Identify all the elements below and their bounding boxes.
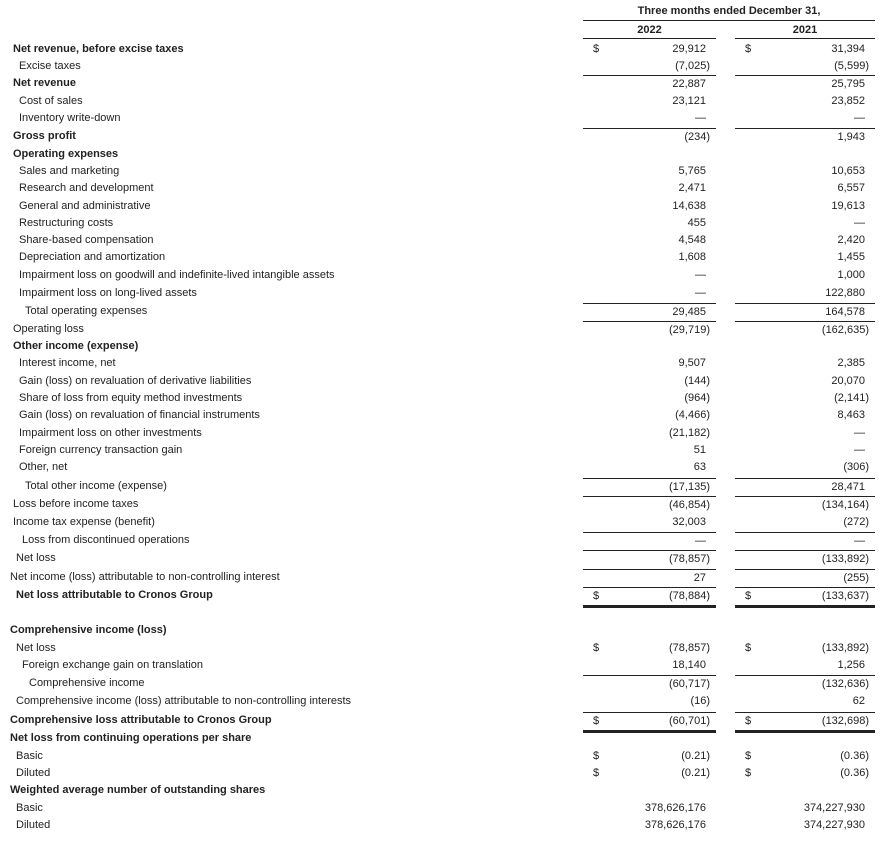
amount: 2,471 — [678, 182, 706, 194]
amount: 1,455 — [837, 251, 865, 263]
value-cell-2022 — [583, 657, 716, 674]
table-row — [0, 75, 880, 92]
value-cell-2021 — [735, 373, 875, 390]
amount: 1,943 — [837, 131, 865, 143]
value-cell-2022 — [583, 693, 716, 710]
currency-symbol: $ — [593, 750, 600, 762]
value-cell-2021 — [735, 355, 875, 372]
value-cell-2022 — [583, 622, 716, 639]
amount: (60,717) — [669, 678, 710, 690]
table-row — [0, 459, 880, 476]
amount: — — [695, 269, 706, 281]
amount: (234) — [684, 131, 710, 143]
table-row — [0, 249, 880, 266]
amount: — — [854, 427, 865, 439]
amount: (272) — [843, 516, 869, 528]
row-label: Loss from discontinued operations — [22, 534, 190, 546]
value-cell-2022 — [583, 93, 716, 110]
amount: 63 — [693, 461, 706, 473]
amount: (133,892) — [821, 642, 869, 654]
value-cell-2022 — [583, 496, 716, 514]
amount: 374,227,930 — [803, 802, 865, 814]
row-label: Net loss — [16, 552, 56, 564]
value-cell-2022 — [583, 532, 716, 550]
value-cell-2021 — [735, 198, 875, 215]
value-cell-2022 — [583, 640, 716, 657]
value-cell-2022 — [583, 373, 716, 390]
table-row — [0, 355, 880, 372]
value-cell-2022 — [583, 215, 716, 232]
amount: 1,256 — [837, 659, 865, 671]
table-row — [0, 800, 880, 817]
value-cell-2022 — [583, 587, 716, 608]
value-cell-2022 — [583, 75, 716, 93]
amount: (16) — [690, 695, 710, 707]
value-cell-2021 — [735, 514, 875, 531]
row-label: Impairment loss on long-lived assets — [19, 287, 197, 299]
value-cell-2022 — [583, 41, 716, 58]
currency-symbol: $ — [593, 767, 600, 779]
row-label: Net revenue, before excise taxes — [13, 43, 184, 55]
amount: (0.21) — [681, 750, 710, 762]
row-label: Other, net — [19, 461, 68, 473]
amount: 27 — [693, 572, 706, 584]
amount: 2,385 — [837, 357, 865, 369]
year-2022-header: 2022 — [637, 24, 662, 36]
row-label: Excise taxes — [19, 60, 81, 72]
table-row — [0, 93, 880, 110]
value-cell-2022 — [583, 442, 716, 459]
amount: 20,070 — [831, 375, 865, 387]
amount: 455 — [687, 217, 706, 229]
row-label: Comprehensive loss attributable to Cronos Group — [10, 714, 272, 726]
amount: (60,701) — [669, 715, 710, 727]
row-label: Weighted average number of outstanding shares — [10, 784, 266, 796]
amount: 4,548 — [678, 234, 706, 246]
value-cell-2022 — [583, 748, 716, 765]
amount: — — [695, 112, 706, 124]
amount: (78,884) — [669, 590, 710, 602]
value-cell-2021 — [735, 748, 875, 765]
amount: (7,025) — [675, 60, 710, 72]
value-cell-2021 — [735, 146, 875, 163]
amount: (46,854) — [669, 499, 710, 511]
row-label: Research and development — [19, 182, 154, 194]
value-cell-2022 — [583, 390, 716, 407]
value-cell-2021 — [735, 338, 875, 355]
table-row — [0, 817, 880, 834]
table-row — [0, 338, 880, 355]
value-cell-2021 — [735, 765, 875, 782]
row-label: Sales and marketing — [19, 165, 120, 177]
table-row — [0, 41, 880, 58]
row-label: Net income (loss) attributable to non-controlling interest — [10, 571, 280, 583]
table-row — [0, 640, 880, 657]
row-label: Share of loss from equity method investments — [19, 392, 243, 404]
amount: (17,135) — [669, 481, 710, 493]
table-row — [0, 58, 880, 75]
row-label: Comprehensive income (loss) attributable to non-controlling interests — [16, 695, 352, 707]
row-label: Foreign currency transaction gain — [19, 444, 183, 456]
currency-symbol: $ — [745, 642, 752, 654]
amount: 18,140 — [672, 659, 706, 671]
table-row — [0, 496, 880, 513]
year-2022-divider — [583, 38, 716, 39]
amount: — — [695, 287, 706, 299]
table-row — [0, 765, 880, 782]
table-row — [0, 730, 880, 747]
amount: (4,466) — [675, 409, 710, 421]
row-label: Income tax expense (benefit) — [13, 516, 155, 528]
value-cell-2021 — [735, 180, 875, 197]
currency-symbol: $ — [745, 43, 752, 55]
value-cell-2022 — [583, 303, 716, 321]
value-cell-2022 — [583, 146, 716, 163]
row-label: Diluted — [16, 767, 51, 779]
amount: 8,463 — [837, 409, 865, 421]
value-cell-2022 — [583, 800, 716, 817]
amount: 31,394 — [831, 43, 865, 55]
amount: 51 — [693, 444, 706, 456]
amount: — — [854, 112, 865, 124]
currency-symbol: $ — [593, 590, 600, 602]
row-label: Net loss from continuing operations per share — [10, 732, 252, 744]
value-cell-2022 — [583, 730, 716, 747]
table-row — [0, 198, 880, 215]
row-label: Comprehensive income — [29, 677, 145, 689]
amount: 5,765 — [678, 165, 706, 177]
value-cell-2021 — [735, 675, 875, 693]
currency-symbol: $ — [745, 750, 752, 762]
value-cell-2021 — [735, 459, 875, 476]
table-row — [0, 532, 880, 549]
amount: (78,857) — [669, 642, 710, 654]
amount: 19,613 — [831, 200, 865, 212]
value-cell-2021 — [735, 657, 875, 674]
amount: (21,182) — [669, 427, 710, 439]
value-cell-2022 — [583, 569, 716, 587]
amount: (132,636) — [821, 678, 869, 690]
amount: 164,578 — [825, 306, 865, 318]
currency-symbol: $ — [745, 715, 752, 727]
table-row — [0, 675, 880, 692]
year-2021-header: 2021 — [792, 24, 818, 36]
amount: (144) — [684, 375, 710, 387]
row-label: Restructuring costs — [19, 217, 114, 229]
row-label: Gain (loss) on revaluation of financial instruments — [19, 409, 260, 421]
amount: 10,653 — [831, 165, 865, 177]
amount: 28,471 — [831, 481, 865, 493]
value-cell-2022 — [583, 128, 716, 146]
amount: (964) — [684, 392, 710, 404]
table-row — [0, 110, 880, 127]
value-cell-2021 — [735, 58, 875, 75]
row-label: Net loss attributable to Cronos Group — [16, 589, 213, 601]
value-cell-2022 — [583, 782, 716, 799]
table-row — [0, 712, 880, 729]
value-cell-2021 — [735, 800, 875, 817]
table-row — [0, 267, 880, 284]
table-row — [0, 407, 880, 424]
value-cell-2022 — [583, 249, 716, 266]
table-row — [0, 657, 880, 674]
currency-symbol: $ — [745, 767, 752, 779]
value-cell-2022 — [583, 285, 716, 302]
amount: — — [854, 217, 865, 229]
amount: 23,852 — [831, 95, 865, 107]
row-label: Cost of sales — [19, 95, 83, 107]
row-label: General and administrative — [19, 200, 151, 212]
row-label: Inventory write-down — [19, 112, 121, 124]
row-label: Comprehensive income (loss) — [10, 624, 167, 636]
value-cell-2021 — [735, 215, 875, 232]
row-label: Total other income (expense) — [25, 480, 167, 492]
row-label: Share-based compensation — [19, 234, 154, 246]
amount: 9,507 — [678, 357, 706, 369]
value-cell-2022 — [583, 425, 716, 442]
value-cell-2021 — [735, 93, 875, 110]
amount: 122,880 — [825, 287, 865, 299]
row-label: Operating loss — [13, 323, 84, 335]
header-divider — [583, 20, 875, 21]
table-row — [0, 373, 880, 390]
row-label: Basic — [16, 802, 43, 814]
value-cell-2022 — [583, 58, 716, 75]
row-label: Basic — [16, 750, 43, 762]
value-cell-2021 — [735, 110, 875, 127]
row-label: Interest income, net — [19, 357, 116, 369]
row-label: Diluted — [16, 819, 51, 831]
amount: (255) — [843, 572, 869, 584]
table-row — [0, 180, 880, 197]
value-cell-2022 — [583, 163, 716, 180]
amount: 32,003 — [672, 516, 706, 528]
amount: (5,599) — [834, 60, 869, 72]
amount: (162,635) — [821, 324, 869, 336]
amount: 14,638 — [672, 200, 706, 212]
table-row — [0, 514, 880, 531]
value-cell-2021 — [735, 390, 875, 407]
amount: 2,420 — [837, 234, 865, 246]
value-cell-2022 — [583, 321, 716, 339]
table-row — [0, 303, 880, 320]
table-row — [0, 782, 880, 799]
amount: (2,141) — [834, 392, 869, 404]
value-cell-2021 — [735, 730, 875, 747]
table-row — [0, 146, 880, 163]
table-row — [0, 693, 880, 710]
amount: — — [695, 535, 706, 547]
amount: — — [854, 535, 865, 547]
value-cell-2022 — [583, 550, 716, 568]
currency-symbol: $ — [593, 642, 600, 654]
amount: (0.36) — [840, 767, 869, 779]
currency-symbol: $ — [593, 43, 600, 55]
value-cell-2021 — [735, 75, 875, 93]
table-row — [0, 442, 880, 459]
amount: (132,698) — [821, 715, 869, 727]
table-row — [0, 128, 880, 145]
row-label: Net loss — [16, 642, 56, 654]
amount: (133,637) — [821, 590, 869, 602]
table-row — [0, 587, 880, 604]
value-cell-2021 — [735, 817, 875, 834]
value-cell-2021 — [735, 285, 875, 302]
amount: 22,887 — [672, 78, 706, 90]
amount: 1,000 — [837, 269, 865, 281]
table-row — [0, 478, 880, 495]
amount: 378,626,176 — [644, 802, 706, 814]
value-cell-2022 — [583, 110, 716, 127]
row-label: Foreign exchange gain on translation — [22, 659, 204, 671]
amount: (133,892) — [821, 553, 869, 565]
row-label: Total operating expenses — [25, 305, 148, 317]
row-label: Depreciation and amortization — [19, 251, 166, 263]
amount: — — [854, 444, 865, 456]
value-cell-2021 — [735, 407, 875, 424]
amount: (0.36) — [840, 750, 869, 762]
table-row — [0, 285, 880, 302]
value-cell-2021 — [735, 478, 875, 496]
amount: 62 — [852, 695, 865, 707]
row-label: Loss before income taxes — [13, 498, 139, 510]
year-2021-divider — [735, 38, 875, 39]
row-label: Gross profit — [13, 130, 76, 142]
amount: (78,857) — [669, 553, 710, 565]
value-cell-2021 — [735, 267, 875, 284]
table-row — [0, 390, 880, 407]
amount: (134,164) — [821, 499, 869, 511]
currency-symbol: $ — [745, 590, 752, 602]
amount: (306) — [843, 461, 869, 473]
row-label: Operating expenses — [13, 148, 119, 160]
value-cell-2022 — [583, 180, 716, 197]
table-row — [0, 569, 880, 586]
value-cell-2021 — [735, 569, 875, 587]
table-row — [0, 622, 880, 639]
column-header-title: Three months ended December 31, — [637, 5, 821, 17]
value-cell-2022 — [583, 675, 716, 693]
amount: (29,719) — [669, 324, 710, 336]
value-cell-2021 — [735, 640, 875, 657]
value-cell-2021 — [735, 550, 875, 568]
amount: 25,795 — [831, 78, 865, 90]
value-cell-2021 — [735, 622, 875, 639]
amount: 29,912 — [672, 43, 706, 55]
value-cell-2022 — [583, 338, 716, 355]
amount: 29,485 — [672, 306, 706, 318]
row-label: Gain (loss) on revaluation of derivative liabilities — [19, 375, 252, 387]
value-cell-2021 — [735, 782, 875, 799]
table-row — [0, 215, 880, 232]
value-cell-2022 — [583, 817, 716, 834]
value-cell-2022 — [583, 355, 716, 372]
value-cell-2021 — [735, 41, 875, 58]
value-cell-2022 — [583, 232, 716, 249]
value-cell-2022 — [583, 514, 716, 531]
value-cell-2021 — [735, 532, 875, 550]
value-cell-2022 — [583, 407, 716, 424]
value-cell-2021 — [735, 587, 875, 608]
value-cell-2021 — [735, 442, 875, 459]
row-label: Impairment loss on goodwill and indefinite-lived intangible assets — [19, 269, 335, 281]
value-cell-2022 — [583, 478, 716, 496]
value-cell-2021 — [735, 232, 875, 249]
value-cell-2022 — [583, 765, 716, 782]
table-row — [0, 425, 880, 442]
table-row — [0, 550, 880, 567]
amount: (0.21) — [681, 767, 710, 779]
value-cell-2021 — [735, 249, 875, 266]
row-label: Other income (expense) — [13, 340, 139, 352]
row-label: Impairment loss on other investments — [19, 427, 202, 439]
value-cell-2022 — [583, 198, 716, 215]
value-cell-2021 — [735, 693, 875, 710]
amount: 6,557 — [837, 182, 865, 194]
value-cell-2021 — [735, 321, 875, 339]
value-cell-2021 — [735, 163, 875, 180]
table-row — [0, 232, 880, 249]
amount: 1,608 — [678, 251, 706, 263]
currency-symbol: $ — [593, 715, 600, 727]
table-row — [0, 321, 880, 338]
amount: 374,227,930 — [803, 819, 865, 831]
table-row — [0, 163, 880, 180]
table-row — [0, 748, 880, 765]
value-cell-2022 — [583, 459, 716, 476]
row-label: Net revenue — [13, 77, 76, 89]
amount: 23,121 — [672, 95, 706, 107]
value-cell-2021 — [735, 425, 875, 442]
value-cell-2021 — [735, 303, 875, 321]
value-cell-2022 — [583, 267, 716, 284]
value-cell-2021 — [735, 496, 875, 514]
value-cell-2021 — [735, 128, 875, 146]
amount: 378,626,176 — [644, 819, 706, 831]
